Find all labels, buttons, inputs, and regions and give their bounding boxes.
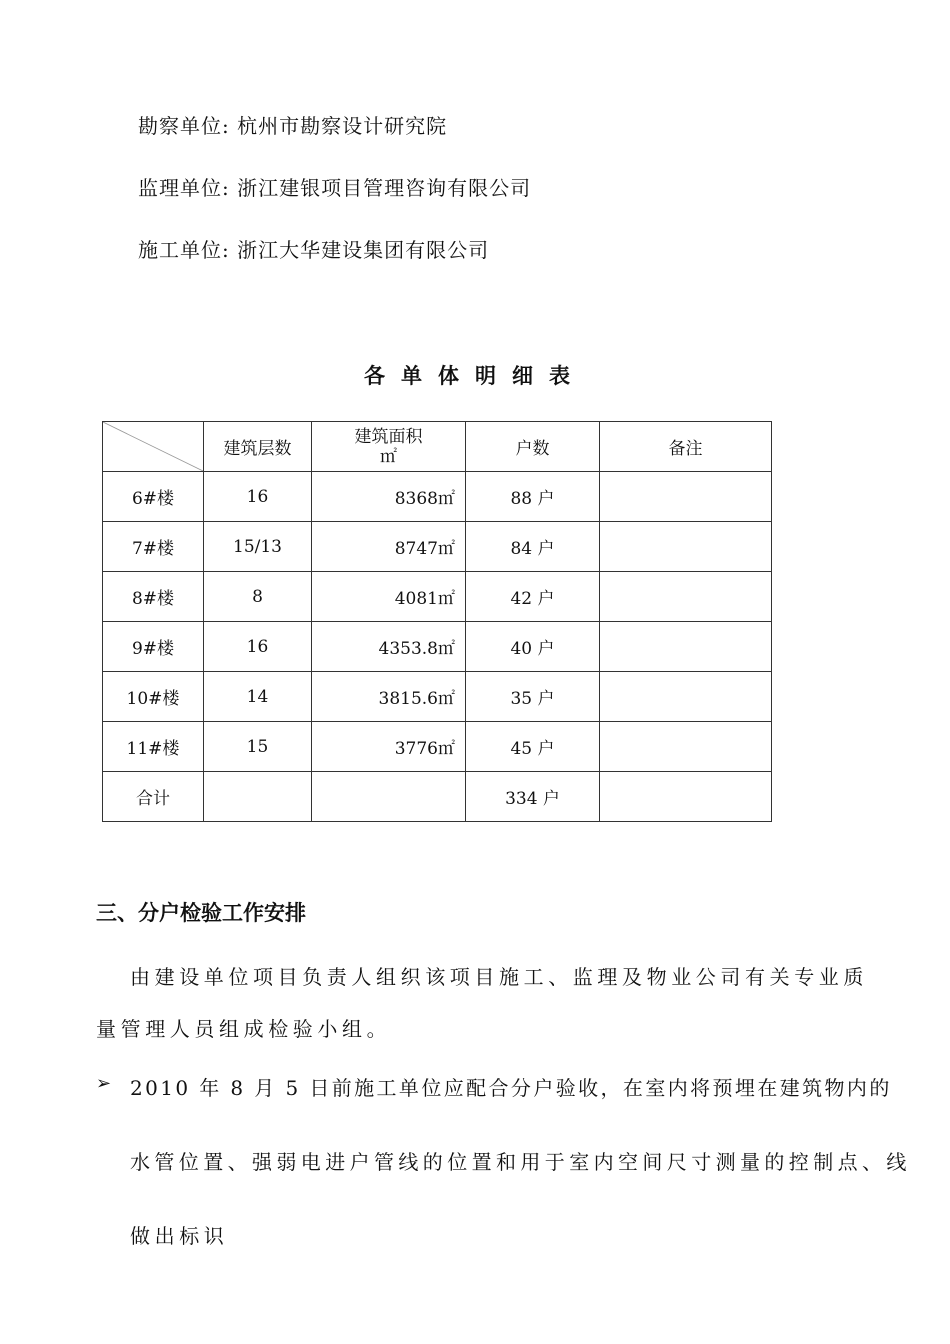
- row-area: 3815.6㎡: [312, 672, 466, 722]
- row-name: 6#楼: [103, 472, 204, 522]
- paragraph-line-2: 量管理人员组成检验小组。: [96, 1017, 392, 1041]
- paragraph-line-1: 由建设单位项目负责人组织该项目施工、监理及物业公司有关专业质: [130, 965, 868, 989]
- bullet-line-1: 2010 年 8 月 5 日前施工单位应配合分户验收，在室内将预埋在建筑物内的: [130, 1076, 892, 1100]
- row-remarks: [600, 722, 772, 772]
- row-households: 334 户: [466, 772, 600, 822]
- table-row: [103, 622, 772, 672]
- construction-unit-label: 施工单位:: [138, 238, 230, 262]
- row-name: 9#楼: [103, 622, 204, 672]
- row-households: 42 户: [466, 572, 600, 622]
- supervision-unit-value: 浙江建银项目管理咨询有限公司: [237, 176, 532, 200]
- row-households: 88 户: [466, 472, 600, 522]
- row-households: 45 户: [466, 722, 600, 772]
- table-row: [103, 722, 772, 772]
- row-households: 40 户: [466, 622, 600, 672]
- building-detail-table: [102, 421, 772, 822]
- table-row: [103, 522, 772, 572]
- row-name: 7#楼: [103, 522, 204, 572]
- row-remarks: [600, 522, 772, 572]
- row-area: 8368㎡: [312, 472, 466, 522]
- section-heading: 三、分户检验工作安排: [96, 901, 306, 925]
- survey-unit-value: 杭州市勘察设计研究院: [237, 114, 448, 138]
- row-floors: 16: [204, 472, 312, 522]
- row-floors: 15/13: [204, 522, 312, 572]
- bullet-marker-icon: ➢: [96, 1073, 112, 1094]
- table-row: [103, 672, 772, 722]
- row-floors: 15: [204, 722, 312, 772]
- row-name: 10#楼: [103, 672, 204, 722]
- header-area-line1: 建筑面积: [354, 426, 423, 447]
- row-area: [312, 772, 466, 822]
- row-floors: 8: [204, 572, 312, 622]
- row-floors: [204, 772, 312, 822]
- row-area: 3776㎡: [312, 722, 466, 772]
- row-floors: 16: [204, 622, 312, 672]
- row-floors: 14: [204, 672, 312, 722]
- row-remarks: [600, 622, 772, 672]
- construction-unit-line: [138, 234, 489, 263]
- row-name: 8#楼: [103, 572, 204, 622]
- row-households: 84 户: [466, 522, 600, 572]
- survey-unit-label: 勘察单位:: [138, 114, 230, 138]
- row-households: 35 户: [466, 672, 600, 722]
- header-area: [312, 422, 466, 472]
- bullet-line-3: 做出标识: [130, 1224, 229, 1248]
- row-area: 8747㎡: [312, 522, 466, 572]
- table-total-row: [103, 772, 772, 822]
- row-remarks: [600, 472, 772, 522]
- row-area: 4353.8㎡: [312, 622, 466, 672]
- row-remarks: [600, 672, 772, 722]
- table-header-row: [103, 422, 772, 472]
- header-households: 户数: [466, 422, 600, 472]
- row-area: 4081㎡: [312, 572, 466, 622]
- header-area-line2: ㎡: [380, 446, 397, 467]
- table-title: 各单体明细表: [364, 363, 586, 388]
- survey-unit-line: [138, 110, 447, 139]
- construction-unit-value: 浙江大华建设集团有限公司: [237, 238, 490, 262]
- diagonal-line: [103, 422, 203, 471]
- table-row: [103, 472, 772, 522]
- row-remarks: [600, 572, 772, 622]
- header-remarks: 备注: [600, 422, 772, 472]
- header-floors: 建筑层数: [204, 422, 312, 472]
- diagonal-header-cell: [103, 422, 204, 472]
- supervision-unit-label: 监理单位:: [138, 176, 230, 200]
- supervision-unit-line: [138, 172, 531, 201]
- table-row: [103, 572, 772, 622]
- row-name: 11#楼: [103, 722, 204, 772]
- row-remarks: [600, 772, 772, 822]
- bullet-line-2: 水管位置、强弱电进户管线的位置和用于室内空间尺寸测量的控制点、线: [130, 1150, 911, 1174]
- row-name: 合计: [103, 772, 204, 822]
